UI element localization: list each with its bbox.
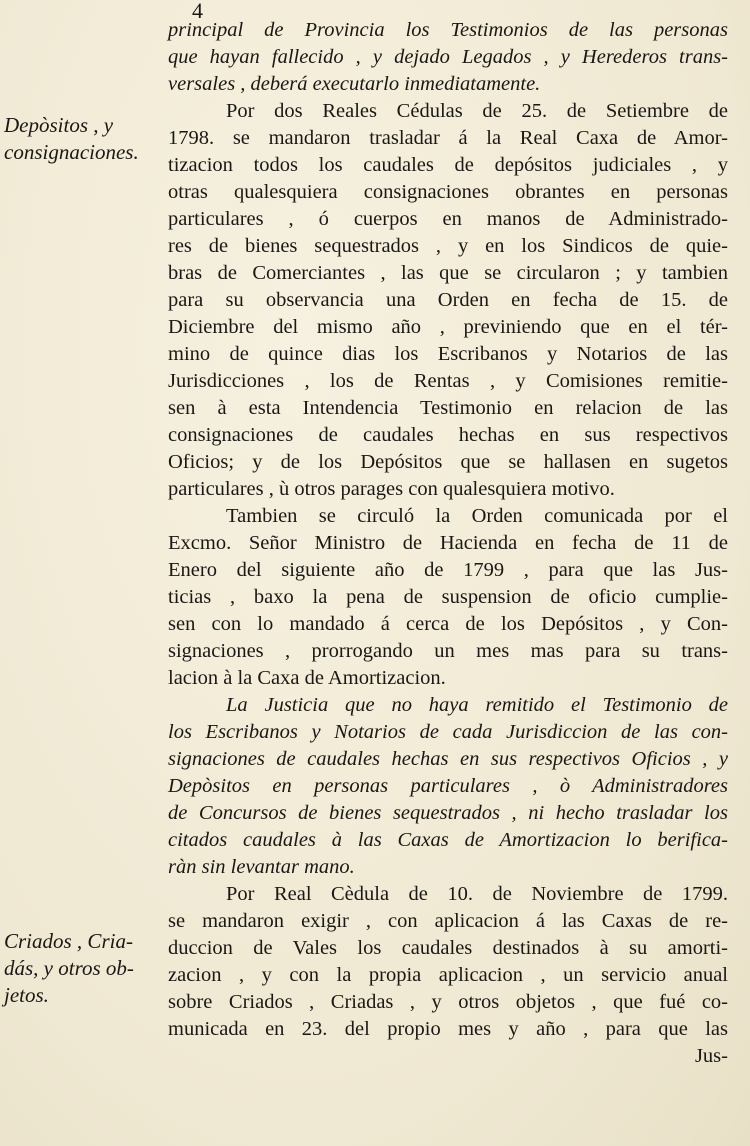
text-line: Por dos Reales Cédulas de 25. de Setiembre de	[226, 100, 728, 122]
paragraph	[168, 17, 728, 98]
margin-note-line: Depòsitos , y	[4, 113, 114, 137]
text-line: versales , deberá executarlo inmediatamente.	[168, 73, 541, 95]
text-line: Enero del siguiente año de 1799 , para que las Jus-	[168, 559, 728, 581]
text-line: tizacion todos los caudales de depósitos judiciales , y	[168, 154, 728, 176]
text-line: municada en 23. del propio mes y año , para que las	[168, 1018, 728, 1040]
text-line: particulares , ù otros parages con qualesquiera motivo.	[168, 478, 615, 500]
text-line: 1798. se mandaron trasladar á la Real Caxa de Amor-	[168, 127, 728, 149]
text-line: La Justicia que no haya remitido el Testimonio de	[226, 694, 728, 716]
text-line: signaciones de caudales hechas en sus respectivos Oficios , y	[168, 748, 728, 770]
text-line: sen à esta Intendencia Testimonio en relacion de las	[168, 397, 728, 419]
text-line: Depòsitos en personas particulares , ò Administradores	[168, 775, 728, 797]
text-line: mino de quince dias los Escribanos y Notarios de las	[168, 343, 728, 365]
text-line: se mandaron exigir , con aplicacion á las Caxas de re-	[168, 910, 728, 932]
text-line: lacion à la Caxa de Amortizacion.	[168, 667, 446, 689]
text-line: los Escribanos y Notarios de cada Jurisdiccion de las con-	[168, 721, 728, 743]
text-line: Oficios; y de los Depósitos que se hallasen en sugetos	[168, 451, 728, 473]
body-text	[168, 17, 728, 1070]
text-line: que hayan fallecido , y dejado Legados , y Herederos trans-	[168, 46, 728, 68]
text-line: signaciones , prorrogando un mes mas para su trans-	[168, 640, 728, 662]
text-line: ticias , baxo la pena de suspension de oficio cumplie-	[168, 586, 728, 608]
text-line: Por Real Cèdula de 10. de Noviembre de 1799.	[226, 883, 728, 905]
paragraph	[168, 98, 728, 503]
text-line: consignaciones de caudales hechas en sus respectivos	[168, 424, 728, 446]
margin-note-criados	[4, 928, 164, 1009]
text-line: para su observancia una Orden en fecha de 15. de	[168, 289, 728, 311]
text-line: particulares , ó cuerpos en manos de Administrado-	[168, 208, 728, 230]
text-line: sen con lo mandado á cerca de los Depósitos , y Con-	[168, 613, 728, 635]
text-line: Tambien se circuló la Orden comunicada por el	[226, 505, 728, 527]
text-line: ràn sin levantar mano.	[168, 856, 355, 878]
page-number: 4	[192, 0, 203, 23]
margin-note-line: dás, y otros ob-	[4, 956, 134, 980]
margin-note-line: jetos.	[4, 983, 49, 1007]
margin-note-line: Criados , Cria-	[4, 929, 133, 953]
text-line: res de bienes sequestrados , y en los Sindicos de quie-	[168, 235, 728, 257]
text-line: otras qualesquiera consignaciones obrantes en personas	[168, 181, 728, 203]
paragraph	[168, 503, 728, 692]
text-line: de Concursos de bienes sequestrados , ni hecho trasladar los	[168, 802, 728, 824]
text-line: principal de Provincia los Testimonios de las personas	[168, 19, 728, 41]
text-line: Jurisdicciones , los de Rentas , y Comisiones remitie-	[168, 370, 728, 392]
text-line: citados caudales à las Caxas de Amortizacion lo berifica-	[168, 829, 728, 851]
paragraph	[168, 692, 728, 881]
text-line: zacion , y con la propia aplicacion , un servicio anual	[168, 964, 728, 986]
paragraph	[168, 881, 728, 1043]
margin-note-depositos	[4, 112, 164, 166]
text-line: duccion de Vales los caudales destinados à su amorti-	[168, 937, 728, 959]
text-line: bras de Comerciantes , las que se circularon ; y tambien	[168, 262, 728, 284]
text-line: Diciembre del mismo año , previniendo que en el tér-	[168, 316, 728, 338]
catchword: Jus-	[694, 1045, 728, 1067]
text-line: sobre Criados , Criadas , y otros objetos , que fué co-	[168, 991, 728, 1013]
margin-note-line: consignaciones.	[4, 140, 139, 164]
text-line: Excmo. Señor Ministro de Hacienda en fecha de 11 de	[168, 532, 728, 554]
